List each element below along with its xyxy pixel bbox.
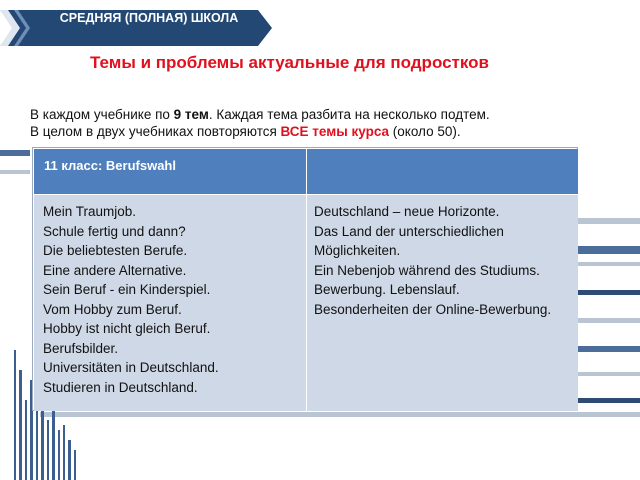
intro-line-1-bold: 9 тем bbox=[173, 107, 209, 122]
intro-line-2 bbox=[30, 123, 490, 140]
intro-line-2-c: (около 50). bbox=[389, 124, 461, 139]
table-header-left bbox=[34, 149, 307, 195]
intro-line-1-a: В каждом учебнике по bbox=[30, 107, 174, 122]
section-banner bbox=[0, 10, 272, 46]
list-item: Studieren in Deutschland. bbox=[43, 379, 198, 395]
intro-text bbox=[30, 106, 490, 140]
intro-line-1 bbox=[30, 106, 490, 123]
list-item: Mein Traumjob. bbox=[43, 204, 137, 219]
list-item: Ein Nebenjob während des Studiums. bbox=[314, 262, 540, 278]
list-item: Bewerbung. Lebenslauf. bbox=[314, 282, 460, 297]
decor-stripe bbox=[578, 262, 640, 266]
list-item: Das Land der unterschiedlichen Möglichkeiten. bbox=[314, 223, 504, 258]
decor-stripe bbox=[578, 290, 640, 295]
decor-stripe bbox=[578, 318, 640, 323]
decor-stripe bbox=[578, 372, 640, 376]
decor-stripe bbox=[0, 170, 30, 174]
left-topic-list bbox=[43, 202, 219, 397]
decor-stripe bbox=[578, 346, 640, 352]
list-item: Eine andere Alternative. bbox=[43, 262, 187, 278]
right-topic-list bbox=[314, 202, 572, 319]
table-header-left-label: 11 класс: Berufswahl bbox=[44, 158, 176, 173]
list-item: Universitäten in Deutschland. bbox=[43, 360, 219, 375]
list-item: Vom Hobby zum Beruf. bbox=[43, 301, 182, 317]
decor-stripe bbox=[40, 412, 640, 417]
list-item: Sein Beruf - ein Kinderspiel. bbox=[43, 282, 211, 297]
list-item: Berufsbilder. bbox=[43, 340, 119, 356]
table-cell-right bbox=[307, 195, 578, 411]
decor-stripe bbox=[0, 150, 30, 156]
table-header-right bbox=[307, 149, 578, 195]
list-item: Besonderheiten der Online-Bewerbung. bbox=[314, 301, 552, 317]
topics-table bbox=[33, 148, 577, 410]
list-item: Die beliebtesten Berufe. bbox=[43, 243, 188, 258]
decor-stripe bbox=[578, 398, 640, 403]
intro-line-2-highlight: ВСЕ темы курса bbox=[280, 124, 390, 139]
list-item: Hobby ist nicht gleich Beruf. bbox=[43, 321, 211, 336]
intro-line-1-c: . Каждая тема разбита на несколько подтем. bbox=[208, 107, 490, 122]
list-item: Deutschland – neue Horizonte. bbox=[314, 204, 500, 219]
page-title: Темы и проблемы актуальные для подростков bbox=[90, 53, 490, 72]
table-cell-left bbox=[34, 195, 307, 411]
intro-line-2-a: В целом в двух учебниках повторяются bbox=[30, 124, 281, 139]
banner-label: СРЕДНЯЯ (ПОЛНАЯ) ШКОЛА bbox=[59, 11, 239, 25]
list-item: Schule fertig und dann? bbox=[43, 223, 186, 239]
